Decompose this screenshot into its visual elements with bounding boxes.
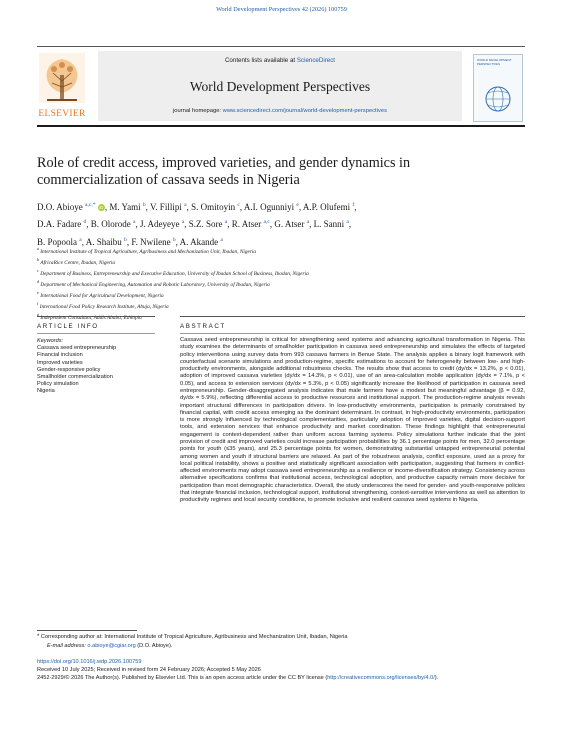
- author-separator: ,: [298, 202, 303, 212]
- author-name[interactable]: M. Yami: [109, 202, 141, 212]
- keyword-item: Cassava seed entrepreneurship: [37, 345, 117, 352]
- journal-cover-image[interactable]: [473, 54, 523, 122]
- author-name[interactable]: D.A. Fadare: [37, 219, 82, 230]
- author-separator: ,: [309, 219, 314, 230]
- keywords-block: [37, 338, 155, 396]
- journal-title: World Development Perspectives: [189, 79, 371, 94]
- author-affiliation-marker[interactable]: a,c: [263, 219, 270, 226]
- author-name[interactable]: B. Olorode: [90, 219, 131, 230]
- email-label: E-mail address:: [47, 643, 88, 649]
- contents-prefix: Contents lists available at: [224, 57, 297, 64]
- abstract-text: Cassava seed entrepreneurship is critical for strengthening seed systems and advancing agricultural transformation in Nigeria. This study examines the determinants of smallholder participation in cassava seed entrepreneurship and simulates the effects of targeted policy interventions using survey data from 993 cassava farmers in Benue State. The analysis applies a binary logit framework with counterfactual scenario simulations and production-regime, specific estimations to account for heterogeneity between low- and high-productivity environments, alongside additional robustness checks. The results show that access to credit (dy/dx = 13.2%, p < 0.01), adoption of improved cassava varieties (dy/dx = 14.3%, p < 0.01), use of an area-calculation mobile application (dy/dx = 7.1%, p < 0.05), and access to extension services (dy/dx = 5.3%, p < 0.05) significantly increase the likelihood of participation in cassava seed entrepreneurship. Gender-disaggregated analysis indicates that male farmers have a modest but meaningful advantage (β = 0.92, dy/dx = 5.9%), reflecting differential access to productive resources and institutional support. The production-regime analysis reveals important structural differences in participation drivers. In low-productivity environments, participation is primarily constrained by financial capital, with credit access emerging as the dominant determinant. In contrast, in high-productivity environments, participation is more strongly influenced by technological complementarities, particularly adoption of improved varieties, digital decision-support tools, and extension services that enhance productivity and market coordination. These findings highlight that entrepreneurial engagement is context-dependent rather than uniform across farming systems. Policy simulations further indicate that the joint provision of credit and improved varieties could increase participation probabilities by 36.1 percentage points for men, 32.0 percentage points for youth (≤35 years), and 25.3 percentage points for women, demonstrating substantial untapped entrepreneurial potential among women and youth if structural barriers are relaxed. As part of the robustness analysis, conflict exposure, used as a proxy for local political instability, shows a positive and statistically significant association with participation, suggesting that farmers in conflict-affected environments may adopt cassava seed entrepreneurship as a resilience or income-diversification strategy. Consistency across alternative specifications confirms that institutional access, technological adoption, and productive capacity remain more decisive for participation than most demographic characteristics. Overall, the study underscores the need for gender- and youth-responsive policies that integrate financial inclusion, technological support, institutional strengthening, context-sensitive interventions as well as attention to productivity regimes and local security conditions, to promote inclusive and resilient cassava seed systems in Nigeria.: [180, 337, 525, 504]
- affiliation-text: International Food Policy Research Institute, Abuja, Nigeria: [39, 303, 169, 310]
- affiliation-marker: g: [37, 311, 40, 317]
- author-separator: ,: [135, 219, 141, 230]
- author-affiliation-marker[interactable]: b: [142, 202, 146, 208]
- header-bottom-rule: [37, 125, 525, 127]
- author-affiliation-marker[interactable]: d: [83, 219, 87, 226]
- affiliation-marker: d: [37, 278, 40, 284]
- author-affiliation-marker[interactable]: a: [306, 219, 310, 226]
- author-affiliation-marker[interactable]: a: [79, 236, 82, 243]
- author-separator: ,: [81, 236, 86, 247]
- author-separator: ,: [86, 219, 91, 230]
- orcid-icon[interactable]: iD: [99, 205, 104, 210]
- affiliation-text: International Food for Agricultural Development, Nigeria: [40, 292, 164, 299]
- header-top-rule: [37, 46, 525, 47]
- license-prefix: 2452-2929/© 2026 The Author(s). Published by Elsevier Ltd. This is an open access article under the CC BY license (: [37, 675, 328, 681]
- license-note: [37, 675, 525, 681]
- abstract-rule: [180, 316, 525, 317]
- author-affiliation-marker[interactable]: a: [133, 219, 136, 226]
- footnote-star: *: [37, 634, 40, 640]
- received-dates: Received 10 July 2025; Received in revised form 24 February 2026; Accepted 5 May 2026: [37, 667, 261, 673]
- keyword-item: Policy simulation: [37, 381, 79, 388]
- article-title: [37, 155, 507, 189]
- author-affiliation-marker[interactable]: a,c,*: [85, 202, 96, 208]
- article-title-line-2: commercialization of cassava seeds in Nigeria: [37, 172, 300, 188]
- license-link[interactable]: http://creativecommons.org/licenses/by/4.0/: [327, 675, 435, 681]
- affiliation-marker: a: [37, 246, 39, 251]
- author-name[interactable]: R. Atser: [231, 219, 262, 230]
- keyword-item: Financial inclusion: [37, 352, 83, 359]
- author-name[interactable]: F. Nwilene: [131, 236, 171, 247]
- header-center-panel: [98, 51, 462, 121]
- affiliation-item: [37, 289, 507, 300]
- author-name[interactable]: A.P. Olufemi: [302, 202, 351, 212]
- author-affiliation-marker[interactable]: a: [181, 219, 185, 226]
- affiliation-item: [37, 256, 507, 267]
- author-separator: ,: [227, 219, 232, 230]
- affiliation-list: [37, 245, 507, 322]
- cover-globe-icon: [474, 77, 522, 117]
- author-name[interactable]: A. Akande: [179, 236, 219, 247]
- corresponding-author-note: [37, 634, 525, 640]
- affiliation-text: International Institute of Tropical Agriculture, Agribusiness and Mechanization Unit, Ibadan, Nigeria: [40, 248, 257, 255]
- author-separator: ,: [354, 202, 357, 212]
- affiliation-marker: c: [37, 267, 39, 273]
- elsevier-wordmark: ELSEVIER: [38, 109, 86, 119]
- email-link[interactable]: o.abioye@cgiar.org: [87, 643, 136, 649]
- homepage-prefix: journal homepage:: [173, 108, 223, 114]
- author-affiliation-marker[interactable]: f: [352, 202, 355, 208]
- email-note: [47, 643, 535, 649]
- author-name[interactable]: L. Sanni: [313, 219, 345, 230]
- author-separator: ,: [175, 236, 180, 247]
- author-separator: ,: [239, 202, 244, 212]
- author-affiliation-marker[interactable]: c: [237, 202, 240, 208]
- author-separator: ,: [186, 202, 192, 212]
- email-suffix: (D.O. Abioye).: [135, 643, 173, 649]
- article-info-rule: [37, 316, 155, 317]
- license-suffix: ).: [434, 675, 439, 681]
- author-name[interactable]: D.O. Abioye: [37, 202, 83, 212]
- corresponding-author-text: Corresponding author at: International Institute of Tropical Agriculture, Agribusiness and Mechanization Unit, Ibadan, Nigeria: [39, 634, 348, 640]
- author-separator: ,: [126, 236, 132, 247]
- author-affiliation-marker[interactable]: b: [172, 236, 176, 243]
- contents-line: [98, 57, 462, 64]
- doi-link[interactable]: https://doi.org/10.1016/j.wdp.2026.100759: [37, 659, 142, 665]
- author-name[interactable]: V. Fillipi: [149, 202, 182, 212]
- affiliation-text: Department of Business, Entrepreneurship and Executive Education, University of Ibadan School of Business, Ibadan, Nigeria: [40, 270, 309, 277]
- author-name[interactable]: S.Z. Sore: [188, 219, 223, 230]
- author-name[interactable]: J. Adeyeye: [140, 219, 180, 230]
- author-separator: ,: [184, 219, 189, 230]
- homepage-link[interactable]: www.sciencedirect.com/journal/world-development-perspectives: [222, 108, 387, 114]
- author-name[interactable]: S. Omitoyin: [191, 202, 236, 212]
- author-affiliation-marker[interactable]: a: [224, 219, 228, 226]
- affiliation-marker: e: [37, 289, 39, 295]
- affiliation-item: [37, 300, 507, 311]
- author-list: [37, 198, 507, 250]
- keywords-heading: Keywords:: [37, 338, 64, 344]
- author-name[interactable]: G. Atser: [274, 219, 305, 230]
- elsevier-logo[interactable]: [37, 51, 87, 121]
- keyword-item: Gender-responsive policy: [37, 366, 101, 373]
- affiliation-item: [37, 278, 507, 289]
- affiliation-text: AfricaRice Centre, Ibadan, Nigeria: [40, 259, 116, 266]
- author-affiliation-marker[interactable]: a: [220, 236, 223, 243]
- abstract-heading: ABSTRACT: [180, 323, 226, 330]
- keyword-item: Nigeria: [37, 388, 55, 395]
- author-name[interactable]: A.I. Ogunniyi: [243, 202, 295, 212]
- author-affiliation-marker[interactable]: b: [124, 236, 127, 243]
- journal-header: [37, 51, 525, 121]
- affiliation-marker: b: [37, 256, 40, 262]
- author-name[interactable]: A. Shaibu: [85, 236, 122, 247]
- author-separator: ,: [145, 202, 150, 212]
- author-name[interactable]: B. Popoola: [37, 236, 78, 247]
- footnote-rule: [37, 630, 137, 631]
- author-affiliation-marker[interactable]: a: [184, 202, 187, 208]
- journal-homepage: [98, 108, 462, 114]
- affiliation-marker: f: [37, 300, 39, 306]
- article-info-heading: ARTICLE INFO: [37, 323, 99, 330]
- affiliation-text: Independent Consultant, Addis Ababa, Ethiopia: [40, 314, 142, 321]
- keyword-item: Smallholder commercialization: [37, 374, 113, 381]
- keywords-list: [37, 345, 155, 395]
- affiliation-text: Department of Mechanical Engineering, Automation and Robotic Laboratory, University of Ibadan, Nigeria: [40, 281, 270, 288]
- journal-citation[interactable]: World Development Perspectives 42 (2026) 100759: [216, 6, 347, 13]
- author-affiliation-marker[interactable]: a: [346, 219, 349, 226]
- author-separator: ,: [348, 219, 352, 230]
- affiliation-item: [37, 245, 507, 256]
- author-affiliation-marker[interactable]: e: [296, 202, 299, 208]
- keyword-item: Improved varieties: [37, 359, 83, 366]
- cover-title: WORLD DEVELOPMENT PERSPECTIVES: [477, 58, 512, 66]
- affiliation-item: [37, 267, 507, 278]
- author-separator: ,: [269, 219, 275, 230]
- author-separator: ,: [104, 202, 110, 212]
- sciencedirect-link[interactable]: ScienceDirect: [296, 57, 336, 64]
- article-title-line-1: Role of credit access, improved varieties, and gender dynamics in: [37, 155, 411, 171]
